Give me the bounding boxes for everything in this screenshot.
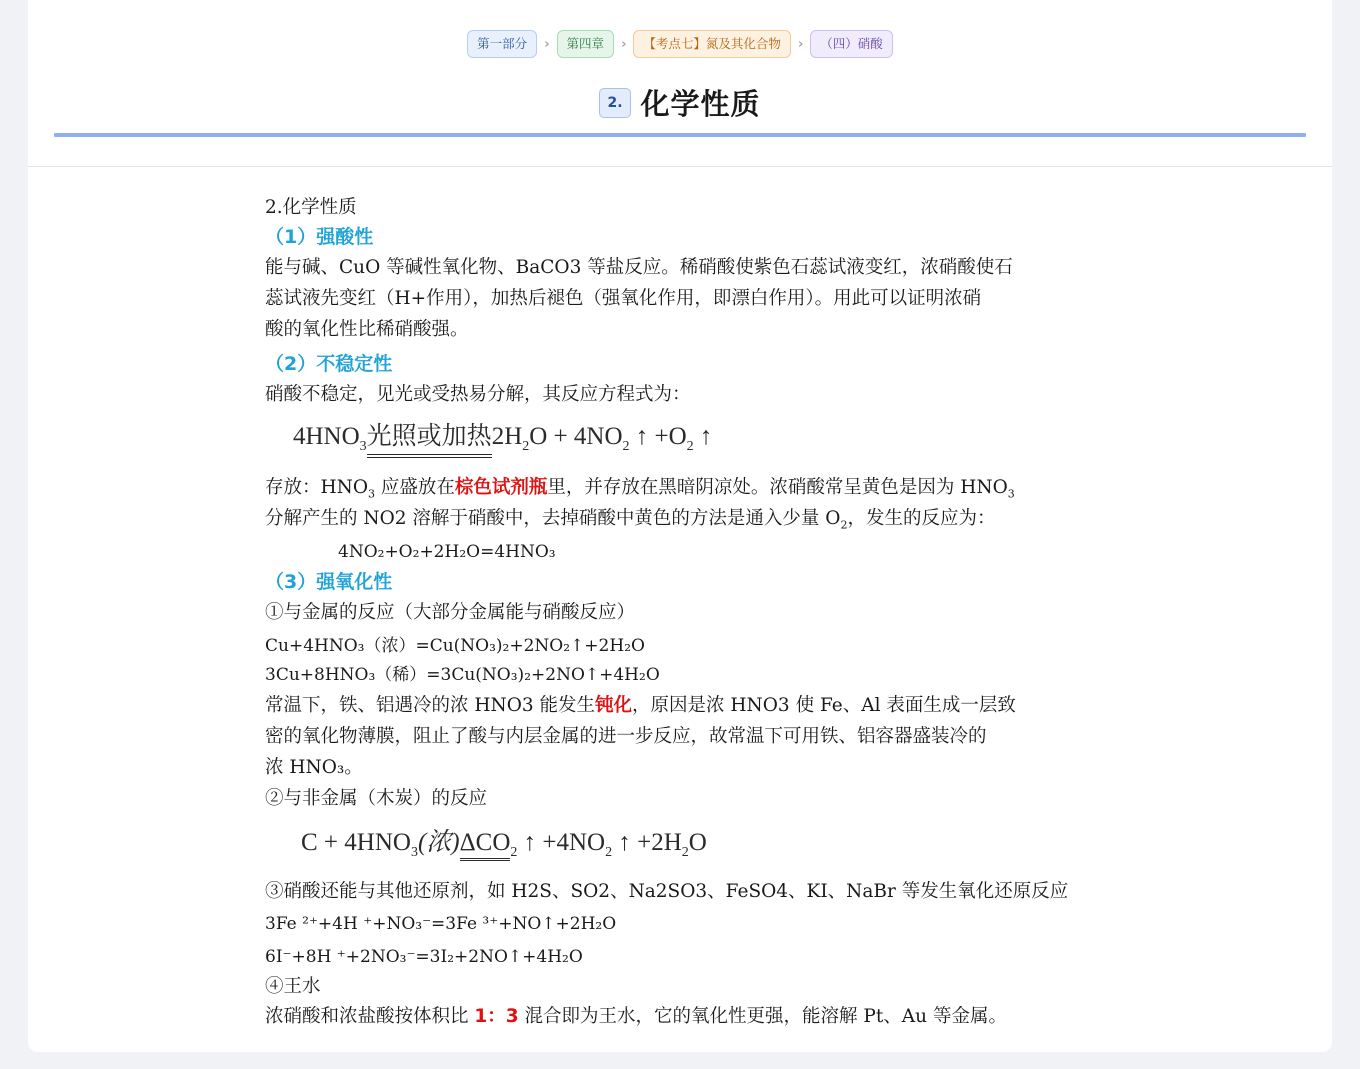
- paragraph-line: ②与非金属（木炭）的反应: [265, 788, 488, 809]
- page-title: 化学性质: [640, 87, 761, 121]
- paragraph-line: 能与碱、CuO 等碱性氧化物、BaCO3 等盐反应。稀硝酸使紫色石蕊试液变红，浓硝酸使石: [265, 257, 1013, 278]
- equation-line: 3Fe ²⁺+4H ⁺+NO₃⁻=3Fe ³⁺+NO↑+2H₂O: [265, 914, 617, 934]
- equation-line: Cu+4HNO₃（浓）=Cu(NO₃)₂+2NO₂↑+2H₂O: [265, 636, 645, 656]
- title-underline: [54, 133, 1306, 137]
- section-title-acid: （1）强酸性: [265, 226, 374, 248]
- doc-heading: 2.化学性质: [265, 197, 357, 218]
- section-title-oxidizing: （3）强氧化性: [265, 571, 393, 593]
- highlight-ratio: 1：3: [474, 1006, 519, 1027]
- highlight-brown-bottle: 棕色试剂瓶: [454, 477, 548, 498]
- chevron-right-icon: ›: [544, 36, 550, 52]
- paragraph-line: ④王水: [265, 976, 321, 997]
- section-number-badge: 2.: [599, 88, 630, 118]
- paragraph-line: 存放：$HNO_3$ 应盛放在棕色试剂瓶里，并存放在黑暗阴凉处。浓硝酸常呈黄色是因为 $HNO_3$: [265, 477, 1015, 501]
- paragraph-line: 蕊试液先变红（H+作用），加热后褪色（强氧化作用，即漂白作用）。用此可以证明浓硝: [265, 288, 982, 309]
- page-header: [28, 82, 1332, 123]
- breadcrumb-topic[interactable]: 【考点七】氮及其化合物: [633, 30, 791, 58]
- paragraph-line: 酸的氧化性比稀硝酸强。: [265, 319, 469, 340]
- paragraph-line: 常温下，铁、铝遇冷的浓 HNO3 能发生钝化，原因是浓 HNO3 使 Fe、Al 表面生成一层致: [265, 695, 1016, 716]
- divider: [28, 166, 1332, 167]
- section-title-instability: （2）不稳定性: [265, 353, 393, 375]
- chevron-right-icon: ›: [621, 36, 627, 52]
- breadcrumb-chapter[interactable]: 第四章: [557, 30, 615, 58]
- equation-line: 4NO₂+O₂+2H₂O=4HNO₃: [338, 542, 556, 562]
- paragraph-line: 硝酸不稳定，见光或受热易分解，其反应方程式为：: [265, 384, 691, 405]
- decomposition-equation: $4HNO_3$光照或加热$2H_2O + 4NO_2$ ↑ $+O_2$ ↑: [293, 422, 712, 462]
- paragraph-line: 浓硝酸和浓盐酸按体积比 1：3 混合即为王水，它的氧化性更强，能溶解 Pt、Au 等金属。: [265, 1006, 1007, 1027]
- equation-line: 6I⁻+8H ⁺+2NO₃⁻=3I₂+2NO↑+4H₂O: [265, 947, 583, 967]
- chevron-right-icon: ›: [797, 36, 804, 52]
- paragraph-line: 浓 HNO₃。: [265, 757, 363, 778]
- paragraph-line: 密的氧化物薄膜，阻止了酸与内层金属的进一步反应，故常温下可用铁、铝容器盛装冷的: [265, 726, 987, 747]
- breadcrumb-section[interactable]: （四）硝酸: [810, 30, 893, 58]
- carbon-equation: $C + 4HNO_3$(浓)$\Delta CO_2$ ↑ $+4NO_2$ ↑ $+2H_2O$: [301, 829, 707, 860]
- equation-line: 3Cu+8HNO₃（稀）=3Cu(NO₃)₂+2NO↑+4H₂O: [265, 665, 660, 685]
- paragraph-line: 分解产生的 NO2 溶解于硝酸中，去掉硝酸中黄色的方法是通入少量 $O_2$，发生的反应为：: [265, 508, 996, 532]
- content-card: [28, 0, 1332, 1052]
- paragraph-line: ③硝酸还能与其他还原剂，如 H2S、SO2、Na2SO3、FeSO4、KI、NaBr 等发生氧化还原反应: [265, 881, 1069, 902]
- breadcrumb: [28, 30, 1332, 58]
- breadcrumb-part[interactable]: 第一部分: [467, 30, 537, 58]
- highlight-passivation: 钝化: [595, 695, 633, 716]
- paragraph-line: ①与金属的反应（大部分金属能与硝酸反应）: [265, 602, 636, 623]
